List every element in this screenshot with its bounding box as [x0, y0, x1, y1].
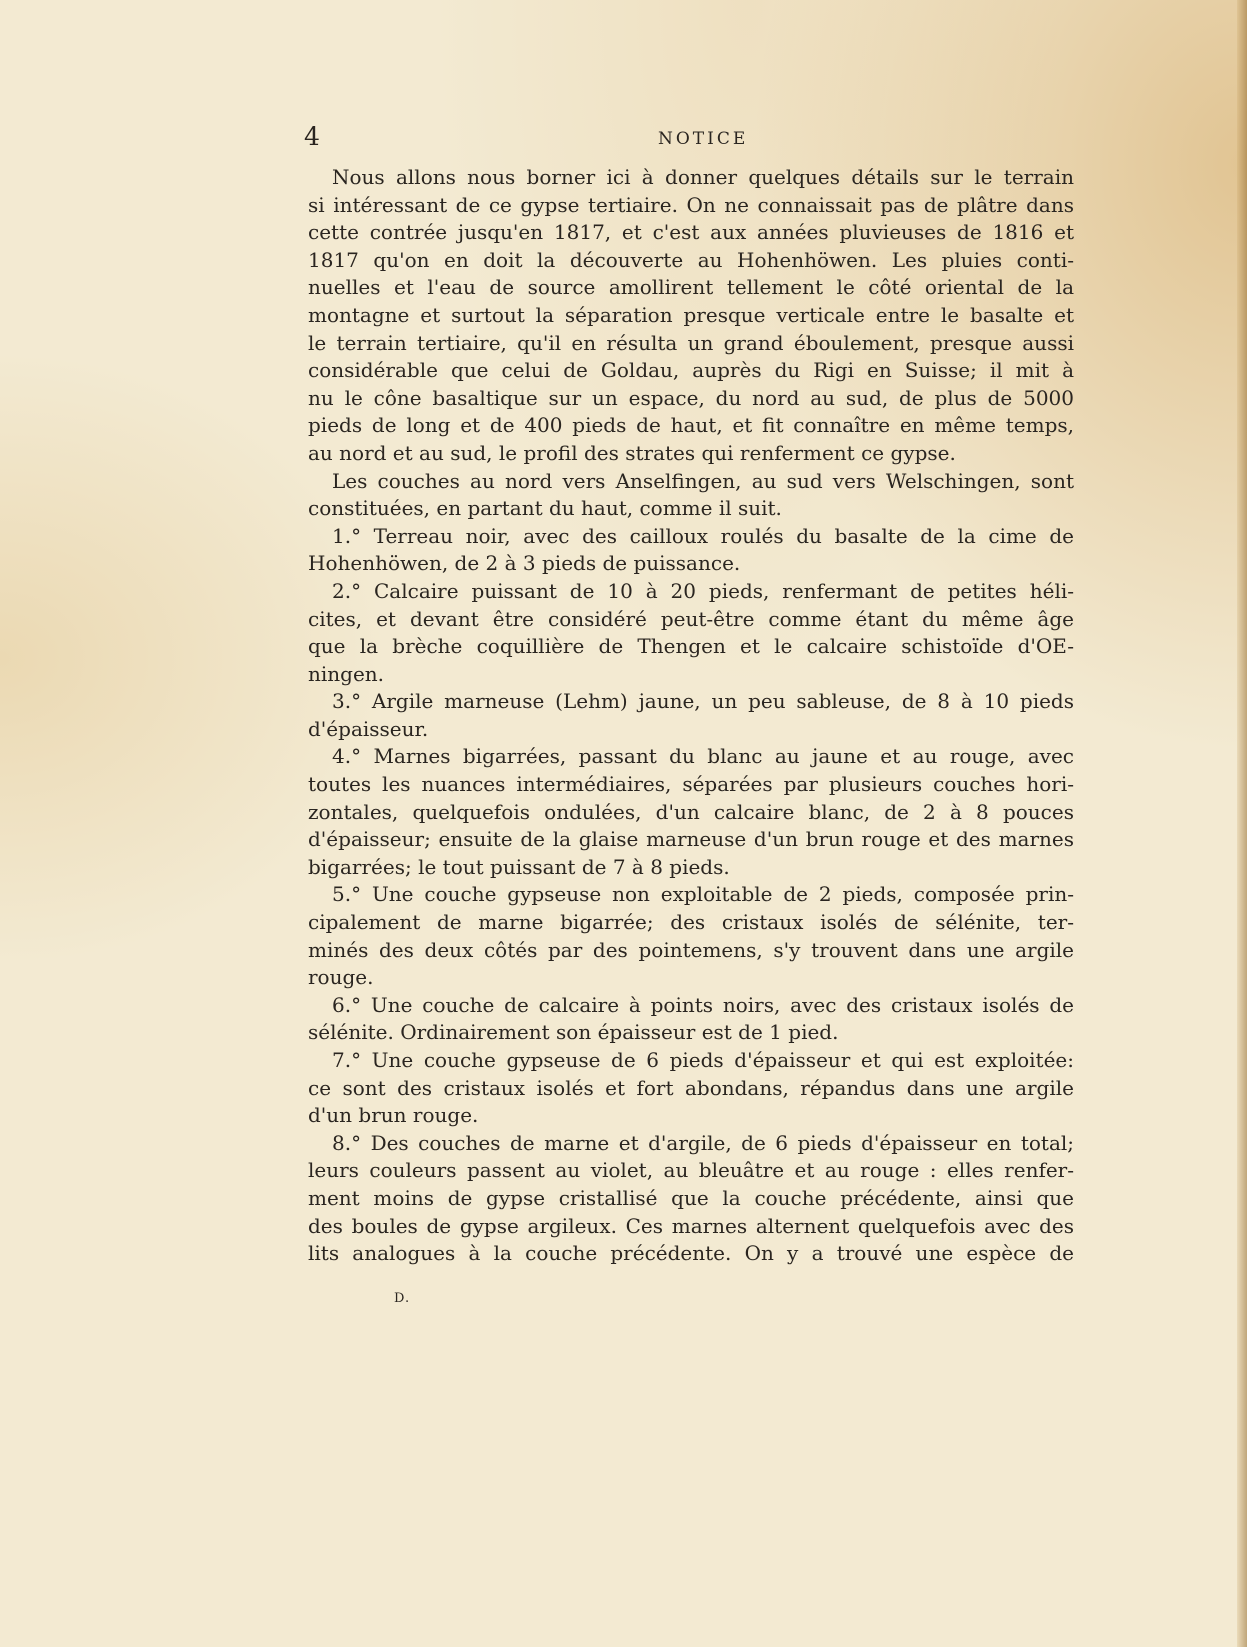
text-line: Nous allons nous borner ici à donner quelques détails sur le terrain: [332, 165, 1074, 189]
text-line: 5.° Une couche gypseuse non exploitable de 2 pieds, composée prin-: [332, 882, 1074, 907]
text-line: des boules de gypse argileux. Ces marnes alternent quelquefois avec des: [308, 1213, 1074, 1238]
text-line: Hohenhöwen, de 2 à 3 pieds de puissance.: [308, 551, 741, 576]
text-line: 7.° Une couche gypseuse de 6 pieds d'épaisseur et qui est exploitée:: [332, 1048, 1074, 1072]
text-line: montagne et surtout la séparation presque verticale entre le basalte et: [308, 302, 1074, 327]
running-head: NOTICE: [658, 129, 749, 149]
text-line: zontales, quelquefois ondulées, d'un calcaire blanc, de 2 à 8 pouces: [308, 799, 1074, 824]
text-line: d'épaisseur; ensuite de la glaise marneuse d'un brun rouge et des marnes: [308, 827, 1074, 852]
text-line: nuelles et l'eau de source amollirent tellement le côté oriental de la: [308, 275, 1074, 300]
page-number: 4: [304, 122, 320, 151]
text-line: 1817 qu'on en doit la découverte au Hohenhöwen. Les pluies conti-: [308, 247, 1074, 272]
text-line: rouge.: [308, 965, 374, 990]
text-line: le terrain tertiaire, qu'il en résulta un grand éboulement, presque aussi: [308, 330, 1074, 355]
text-line: 6.° Une couche de calcaire à points noirs, avec des cristaux isolés de: [332, 992, 1074, 1017]
text-line: ment moins de gypse cristallisé que la couche précédente, ainsi que: [308, 1185, 1074, 1210]
text-line: 3.° Argile marneuse (Lehm) jaune, un peu sableuse, de 8 à 10 pieds: [332, 689, 1074, 714]
text-line: d'épaisseur.: [308, 716, 429, 741]
text-line: 2.° Calcaire puissant de 10 à 20 pieds, renfermant de petites héli-: [332, 578, 1074, 603]
text-line: cites, et devant être considéré peut-être comme étant du même âge: [308, 606, 1074, 631]
text-line: au nord et au sud, le profil des strates qui renferment ce gypse.: [308, 440, 956, 465]
text-line: 1.° Terreau noir, avec des cailloux roulés du basalte de la cime de: [332, 523, 1074, 548]
text-line: cette contrée jusqu'en 1817, et c'est aux années pluvieuses de 1816 et: [308, 220, 1074, 245]
text-line: sélénite. Ordinairement son épaisseur est de 1 pied.: [308, 1020, 839, 1045]
text-line: cipalement de marne bigarrée; des cristaux isolés de sélénite, ter-: [308, 910, 1074, 935]
text-line: considérable que celui de Goldau, auprès du Rigi en Suisse; il mit à: [308, 358, 1074, 383]
text-line: si intéressant de ce gypse tertiaire. On ne connaissait pas de plâtre dans: [308, 192, 1074, 217]
text-line: 4.° Marnes bigarrées, passant du blanc au jaune et au rouge, avec: [332, 744, 1074, 769]
text-line: d'un brun rouge.: [308, 1103, 479, 1128]
body-text: [308, 164, 1074, 1268]
text-line: constituées, en partant du haut, comme il suit.: [308, 496, 782, 521]
signature-mark: D.: [394, 1291, 411, 1306]
text-line: 8.° Des couches de marne et d'argile, de 6 pieds d'épaisseur en total;: [332, 1130, 1074, 1155]
text-line: ce sont des cristaux isolés et fort abondans, répandus dans une argile: [308, 1075, 1074, 1100]
text-line: bigarrées; le tout puissant de 7 à 8 pieds.: [308, 854, 730, 879]
text-line: ningen.: [308, 661, 385, 686]
text-line: nu le cône basaltique sur un espace, du nord au sud, de plus de 5000: [308, 385, 1074, 410]
text-line: lits analogues à la couche précédente. On y a trouvé une espèce de: [308, 1241, 1074, 1266]
text-line: toutes les nuances intermédiaires, séparées par plusieurs couches hori-: [308, 772, 1074, 797]
text-line: Les couches au nord vers Anselfingen, au sud vers Welschingen, sont: [332, 468, 1074, 493]
text-line: leurs couleurs passent au violet, au bleuâtre et au rouge : elles renfer-: [308, 1158, 1074, 1183]
page-edge-shadow: [1237, 0, 1247, 1647]
text-line: pieds de long et de 400 pieds de haut, et fit connaître en même temps,: [308, 413, 1074, 438]
text-line: minés des deux côtés par des pointemens, s'y trouvent dans une argile: [308, 937, 1074, 962]
text-line: que la brèche coquillière de Thengen et le calcaire schistoïde d'OE-: [308, 634, 1074, 659]
